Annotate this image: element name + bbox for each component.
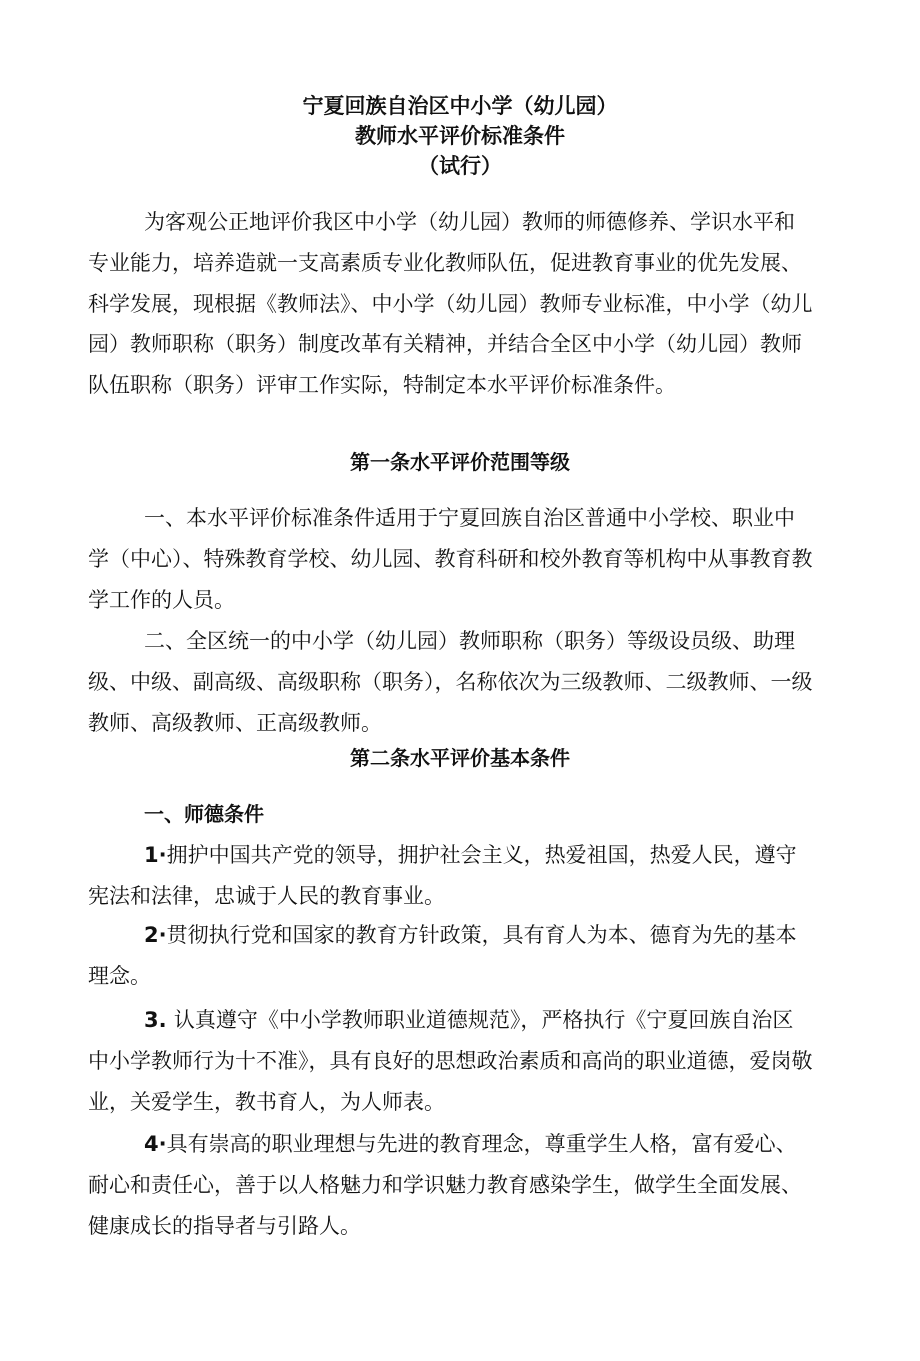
item-text: 认真遵守《中小学教师职业道德规范》，严格执行《宁夏回族自治区中小学教师行为十不准》，具有良好的思想政治素质和高尚的职业道德，爱岗敬业，关爱学生，教书育人，为人师表。 <box>88 1008 813 1114</box>
document-title <box>0 91 920 181</box>
article-1-paragraph-2: 二、全区统一的中小学（幼儿园）教师职称（职务）等级设员级、助理级、中级、副高级、高级职称（职务），名称依次为三级教师、二级教师、一级教师、高级教师、正高级教师。 <box>88 629 813 735</box>
intro-paragraph: 为客观公正地评价我区中小学（幼儿园）教师的师德修养、学识水平和专业能力，培养造就一支高素质专业化教师队伍，促进教育事业的优先发展、科学发展，现根据《教师法》、中小学（幼儿园）教师专业标准，中小学（幼儿园）教师职称（职务）制度改革有关精神，并结合全区中小学（幼儿园）教师队伍职称（职务）评审工作实际，特制定本水平评价标准条件。 <box>88 210 813 398</box>
title-line-2: 教师水平评价标准条件 <box>355 124 565 148</box>
item-number: 2· <box>144 923 167 947</box>
item-text: 贯彻执行党和国家的教育方针政策，具有育人为本、德育为先的基本理念。 <box>88 923 797 988</box>
section-ethics-heading: 一、师德条件 <box>144 802 264 826</box>
item-text: 具有崇高的职业理想与先进的教育理念，尊重学生人格，富有爱心、耐心和责任心，善于以人格魅力和学识魅力教育感染学生，做学生全面发展、健康成长的指导者与引路人。 <box>88 1132 802 1238</box>
ethics-item-2 <box>88 915 813 997</box>
ethics-item-1 <box>88 835 813 917</box>
item-number: 1· <box>144 843 167 867</box>
item-text: 拥护中国共产党的领导，拥护社会主义，热爱祖国，热爱人民，遵守宪法和法律，忠诚于人民的教育事业。 <box>88 843 797 908</box>
item-number: 3. <box>144 1008 174 1032</box>
title-line-3: （试行） <box>418 154 502 178</box>
ethics-item-3 <box>88 1000 813 1122</box>
article-1-paragraph-1: 一、本水平评价标准条件适用于宁夏回族自治区普通中小学校、职业中学（中心）、特殊教育学校、幼儿园、教育科研和校外教育等机构中从事教育教学工作的人员。 <box>88 506 813 612</box>
ethics-item-4 <box>88 1124 813 1246</box>
article-2-heading: 第二条水平评价基本条件 <box>350 746 570 770</box>
article-1-heading: 第一条水平评价范围等级 <box>350 450 570 474</box>
item-number: 4· <box>144 1132 167 1156</box>
title-line-1: 宁夏回族自治区中小学（幼儿园） <box>302 94 618 118</box>
